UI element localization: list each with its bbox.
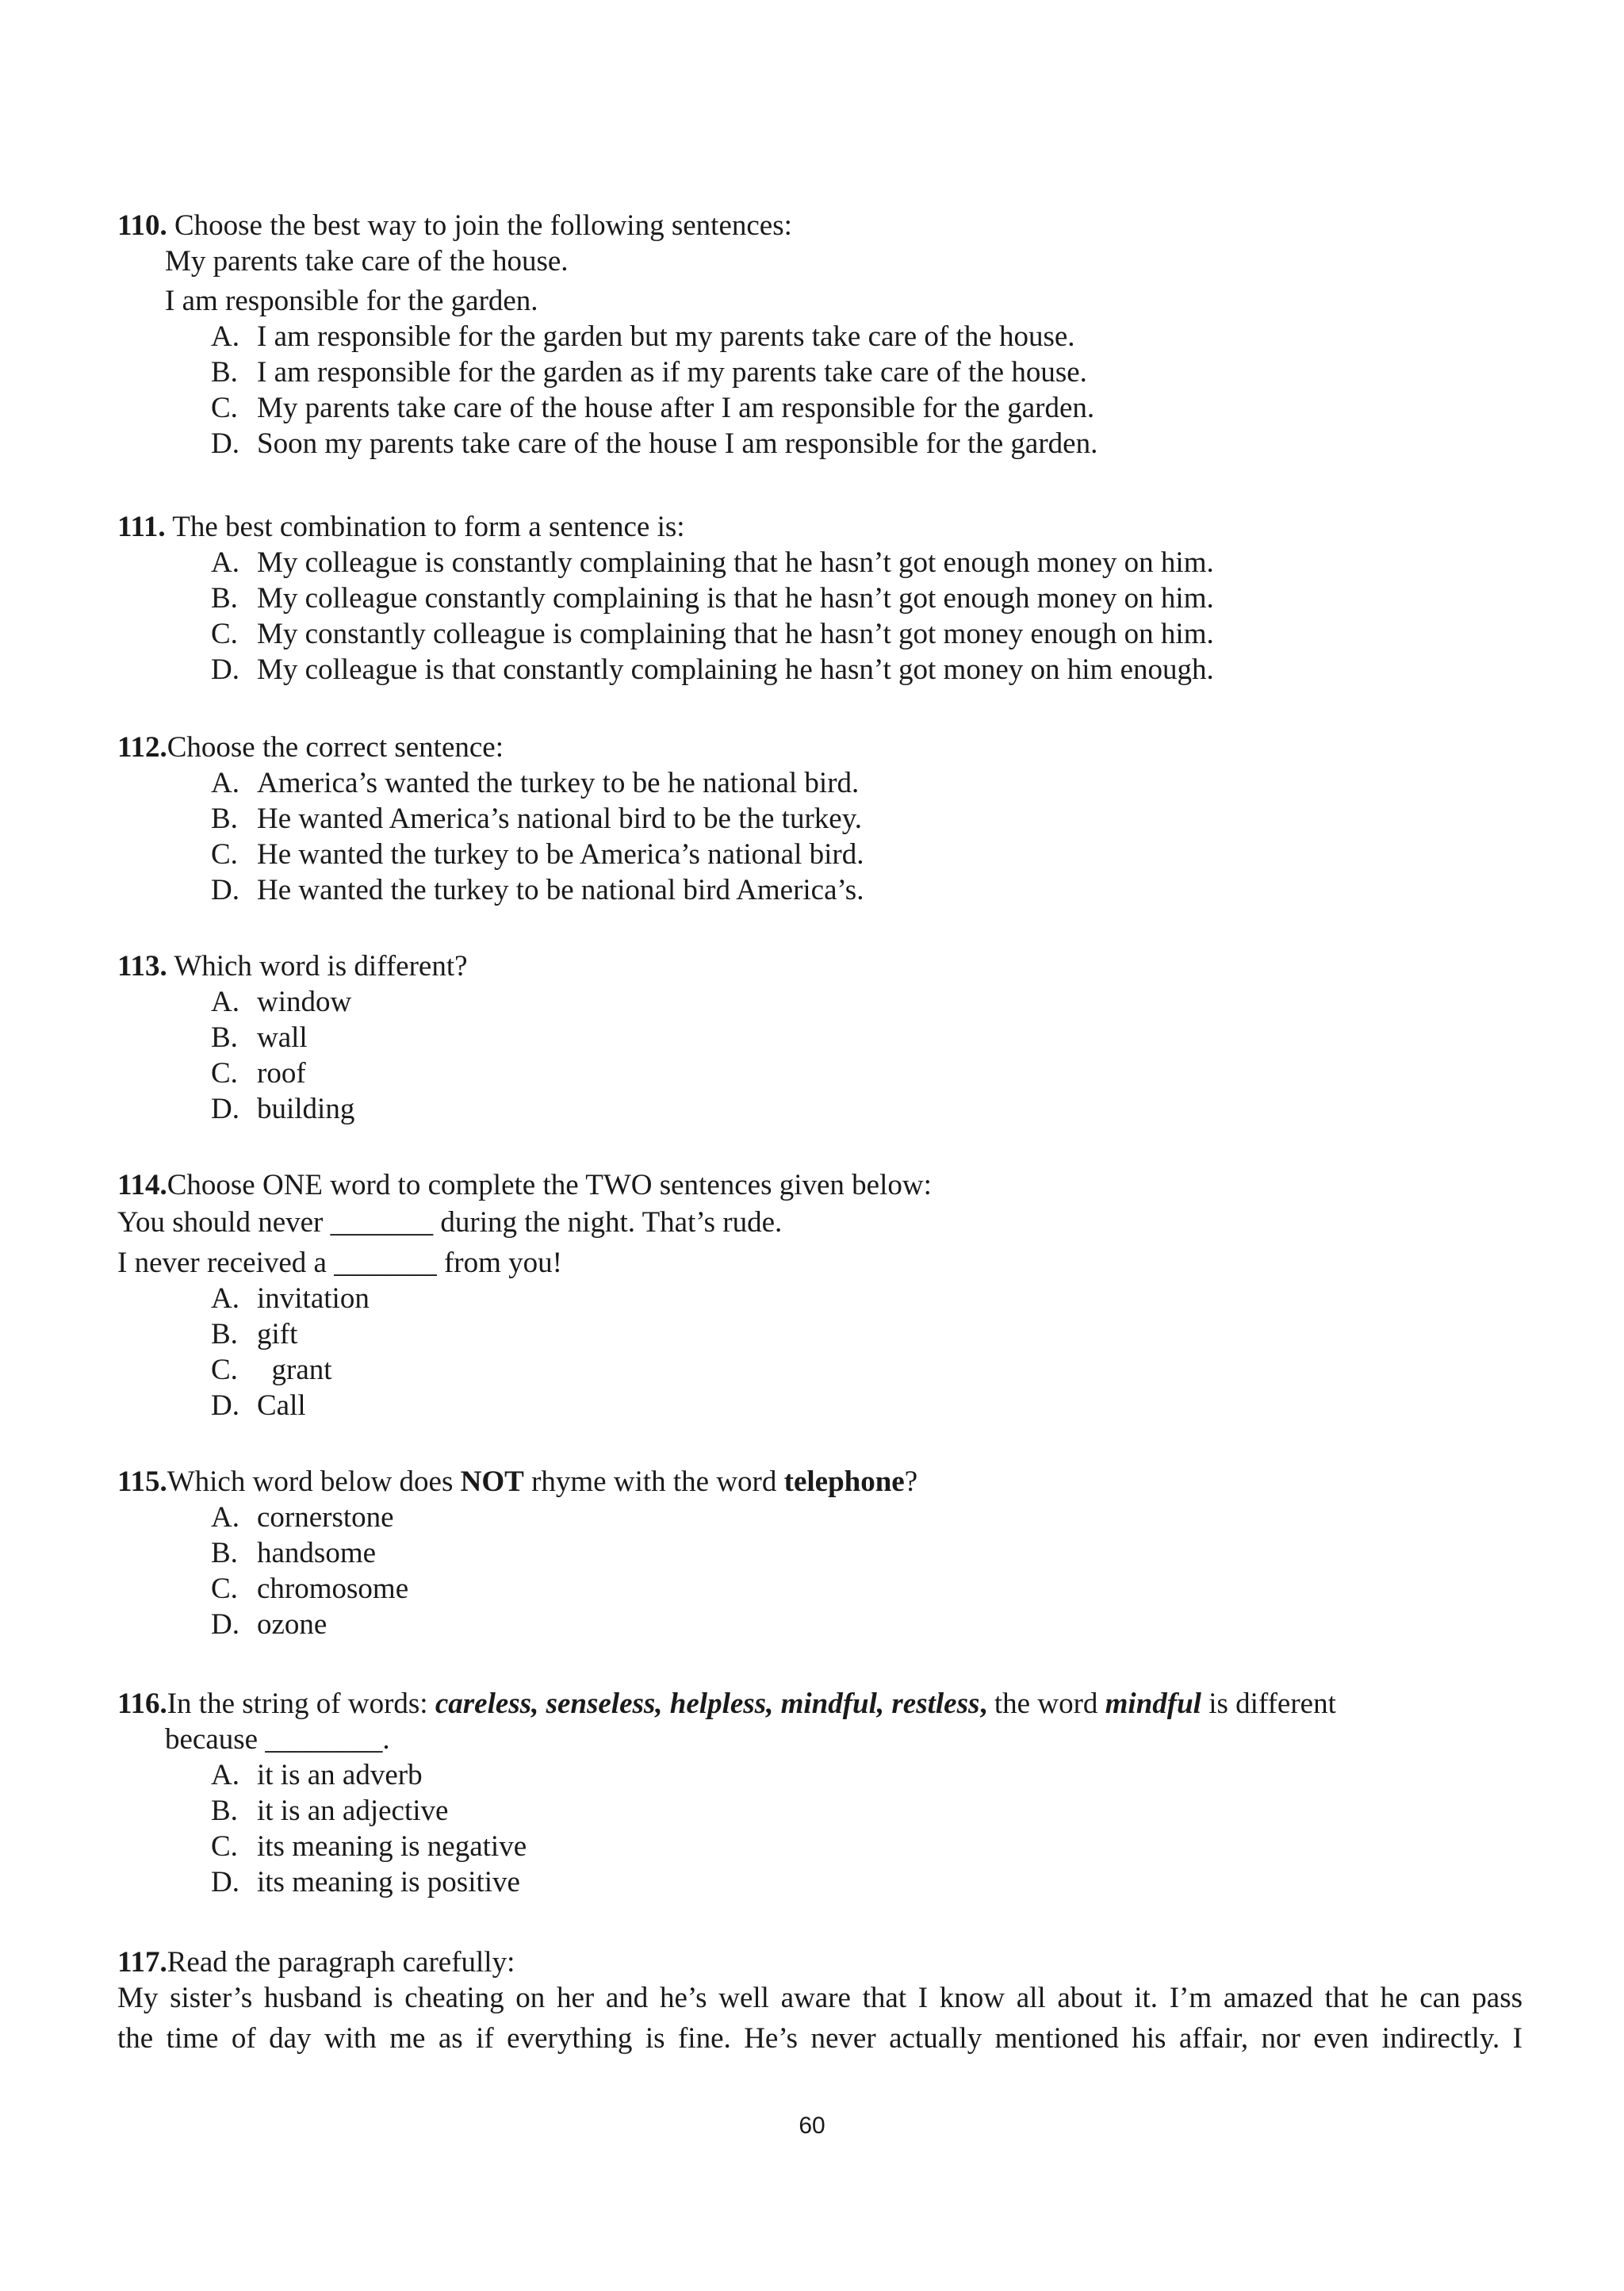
question-115-prompt-line: 115.Which word below does NOT rhyme with the word telephone? [117, 1465, 918, 1498]
emphasis-not: NOT [460, 1465, 524, 1498]
option-d: D. He wanted the turkey to be national bird America’s. [211, 874, 864, 906]
question-116-prompt-line-2: because ________. [165, 1723, 390, 1756]
options-list [211, 545, 1529, 688]
question-prompt: The best combination to form a sentence is: [172, 511, 685, 543]
paragraph-line-2: the time of day with me as if everything is fine. He’s never actually mentioned his affair, nor even indirectly. I [117, 2022, 1522, 2055]
option-a: A. cornerstone [211, 1501, 394, 1534]
option-d: D. ozone [211, 1608, 327, 1641]
options-list [211, 319, 1529, 462]
option-b: B. My colleague constantly complaining is that he hasn’t got enough money on him. [211, 582, 1214, 615]
option-d: D. My colleague is that constantly complaining he hasn’t got money on him enough. [211, 653, 1214, 686]
emphasis-word: mindful [1105, 1688, 1201, 1720]
question-116-prompt-line: 116.In the string of words: careless, senseless, helpless, mindful, restless, the word mindful is different [117, 1688, 1336, 1720]
option-c: C. chromosome [211, 1573, 409, 1605]
option-b: B. He wanted America’s national bird to be the turkey. [211, 803, 863, 835]
option-b: B. gift [211, 1318, 298, 1350]
question-prompt: Read the paragraph carefully: [167, 1946, 515, 1979]
option-a: A. My colleague is constantly complaining that he hasn’t got enough money on him. [211, 546, 1214, 579]
option-d: D. Soon my parents take care of the house I am responsible for the garden. [211, 427, 1098, 460]
question-114 [117, 1167, 1529, 1423]
option-c: C. its meaning is negative [211, 1830, 527, 1863]
option-b: B. handsome [211, 1537, 377, 1569]
sentence-1: You should never _______ during the night. That’s rude. [117, 1206, 783, 1239]
question-number: 113. [117, 950, 167, 983]
question-prompt: Choose the correct sentence: [167, 731, 504, 764]
blank: _______ [330, 1206, 434, 1239]
question-prompt: Which word is different? [174, 950, 468, 983]
sentence-1: My parents take care of the house. [165, 245, 569, 278]
question-number: 111. [117, 511, 166, 543]
option-c: C. grant [211, 1354, 332, 1386]
question-117-prompt-line [117, 1944, 1522, 1980]
sentence-2: I never received a _______ from you! [117, 1247, 562, 1279]
question-113 [117, 948, 1529, 1127]
option-a: A. window [211, 986, 352, 1018]
option-b: B. wall [211, 1021, 308, 1054]
question-117 [117, 1944, 1522, 2056]
emphasis-word: telephone [783, 1465, 905, 1498]
question-prompt: Choose ONE word to complete the TWO sentences given below: [167, 1169, 932, 1201]
question-113-prompt-line [117, 948, 1529, 984]
paragraph-line-1: My sister’s husband is cheating on her and he’s well aware that I know all about it. I’m amazed that he can pass [117, 1982, 1522, 2014]
option-a: A. America’s wanted the turkey to be he national bird. [211, 767, 860, 799]
question-number: 115. [117, 1465, 167, 1498]
question-number: 117. [117, 1946, 167, 1979]
option-d: D. Call [211, 1389, 306, 1422]
question-115 [117, 1464, 1529, 1642]
question-114-prompt-line [117, 1167, 1529, 1203]
question-111-prompt-line [117, 509, 1529, 545]
option-c: C. My constantly colleague is complaining that he hasn’t got money enough on him. [211, 618, 1214, 650]
option-a: A. invitation [211, 1282, 370, 1315]
option-b: B. it is an adjective [211, 1795, 449, 1827]
options-list [211, 1757, 1529, 1900]
option-b: B. I am responsible for the garden as if my parents take care of the house. [211, 356, 1087, 389]
question-110-prompt-line [117, 208, 1529, 243]
options-list [211, 984, 1529, 1127]
options-list [211, 1281, 1529, 1423]
option-c: C. He wanted the turkey to be America’s national bird. [211, 838, 864, 871]
options-list [211, 1500, 1529, 1642]
option-c: C. roof [211, 1057, 306, 1090]
option-c: C. My parents take care of the house after I am responsible for the garden. [211, 392, 1095, 424]
question-number: 114. [117, 1169, 167, 1201]
question-111 [117, 509, 1529, 688]
option-a: A. it is an adverb [211, 1759, 423, 1791]
option-d: D. building [211, 1093, 355, 1125]
blank: ________ [265, 1723, 383, 1756]
option-d: D. its meaning is positive [211, 1866, 520, 1898]
option-a: A. I am responsible for the garden but my parents take care of the house. [211, 320, 1075, 353]
question-112 [117, 730, 1529, 908]
question-112-prompt-line [117, 730, 1529, 765]
page-number: 60 [799, 2113, 825, 2139]
question-110 [117, 208, 1529, 462]
blank: _______ [334, 1247, 437, 1279]
emphasis-word-list: careless, senseless, helpless, mindful, restless [435, 1688, 980, 1720]
question-number: 112. [117, 731, 167, 764]
question-116 [117, 1686, 1529, 1900]
sentence-2: I am responsible for the garden. [165, 285, 538, 317]
question-prompt: Choose the best way to join the following sentences: [174, 209, 792, 242]
question-number: 110. [117, 209, 167, 242]
options-list [211, 765, 1529, 908]
question-number: 116. [117, 1688, 167, 1720]
